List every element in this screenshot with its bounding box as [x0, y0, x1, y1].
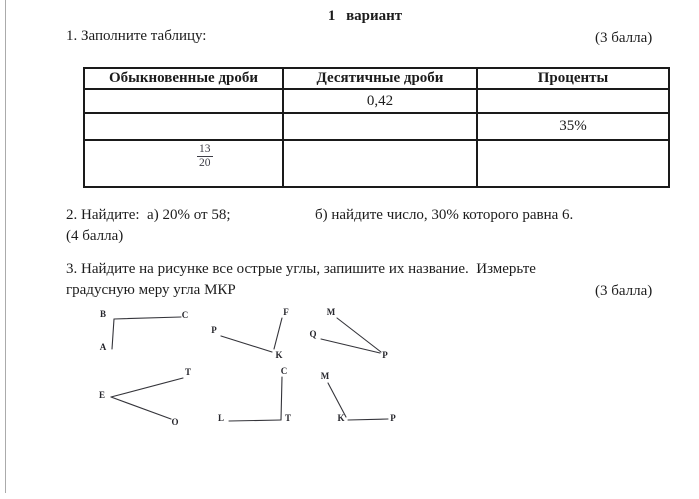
angle-TEO-point-label-T: T — [184, 367, 192, 377]
column-header-decimal-fractions: Десятичные дроби — [283, 68, 477, 89]
task2-part-b: б) найдите число, 30% которого равна 6. — [315, 207, 574, 223]
table-header-row — [84, 68, 669, 89]
angle-TEO — [99, 367, 191, 427]
task3-line2: градусную меру угла МКР — [66, 282, 236, 298]
angle-CTL — [218, 366, 291, 423]
angle-B-corner-AC-point-label-A: A — [99, 342, 107, 352]
percent-value-cell: 35% — [477, 113, 669, 140]
empty-cell — [477, 140, 669, 187]
angle-CTL-ray — [281, 377, 282, 420]
angle-PKF-point-label-K: K — [275, 350, 283, 360]
empty-cell — [477, 89, 669, 113]
angle-PKF-ray — [221, 336, 272, 352]
empty-cell — [283, 140, 477, 187]
angle-PKF-point-label-P: P — [211, 325, 217, 335]
angle-CTL-point-label-T: T — [284, 413, 292, 423]
column-header-percents: Проценты — [477, 68, 669, 89]
angle-MKP-ray — [348, 419, 388, 420]
angle-TEO-point-label-O: O — [171, 417, 179, 427]
angle-MKP-ray — [328, 383, 346, 417]
angle-B-corner-AC-point-label-C: C — [181, 310, 189, 320]
angle-TEO-ray — [111, 397, 171, 419]
fraction-denominator: 20 — [199, 157, 211, 170]
angle-MPQ-point-label-Q: Q — [309, 329, 317, 339]
angle-B-corner-AC-ray — [114, 317, 181, 319]
fraction-value-cell — [84, 140, 283, 187]
angle-MPQ-ray — [337, 318, 381, 352]
angle-PKF-ray — [274, 318, 282, 349]
angle-TEO-point-label-E: E — [98, 390, 106, 400]
angle-CTL-point-label-C: C — [280, 366, 288, 376]
angle-CTL-ray — [229, 420, 281, 421]
angle-MPQ-point-label-P: P — [382, 350, 388, 360]
column-header-common-fractions: Обыкновенные дроби — [84, 68, 283, 89]
angle-MKP — [321, 371, 397, 423]
angle-CTL-point-label-L: L — [217, 413, 225, 423]
angle-MKP-point-label-K: K — [337, 413, 345, 423]
angle-MPQ — [309, 307, 388, 360]
task2-part-a: 2. Найдите: а) 20% от 58; — [66, 207, 231, 223]
angle-TEO-ray — [111, 378, 183, 397]
task3-points: (3 балла) — [595, 283, 653, 299]
angles-figure — [0, 295, 699, 435]
empty-cell — [84, 113, 283, 140]
task2-points: (4 балла) — [66, 228, 124, 244]
empty-cell — [283, 113, 477, 140]
fractions-table — [83, 67, 670, 188]
angle-PKF-point-label-F: F — [283, 307, 289, 317]
table-row — [84, 140, 669, 187]
angle-B-corner-AC-point-label-B: B — [99, 309, 107, 319]
angle-B-corner-AC — [100, 309, 189, 352]
angle-PKF — [211, 307, 289, 360]
table-row — [84, 113, 669, 140]
angle-B-corner-AC-ray — [112, 319, 114, 349]
angle-MPQ-ray — [321, 339, 380, 353]
decimal-value-cell: 0,42 — [283, 89, 477, 113]
angle-MKP-point-label-P: P — [390, 413, 396, 423]
fraction-13-20 — [197, 143, 213, 170]
angle-MPQ-point-label-M: M — [326, 307, 336, 317]
variant-title: 1 вариант — [327, 8, 403, 24]
task3-line1: 3. Найдите на рисунке все острые углы, запишите их название. Измерьте — [66, 261, 536, 277]
fraction-numerator: 13 — [197, 143, 213, 157]
empty-cell — [84, 89, 283, 113]
angle-MKP-point-label-M: M — [320, 371, 330, 381]
task1-points: (3 балла) — [595, 30, 653, 46]
task1-label: 1. Заполните таблицу: — [66, 28, 207, 44]
table-row — [84, 89, 669, 113]
